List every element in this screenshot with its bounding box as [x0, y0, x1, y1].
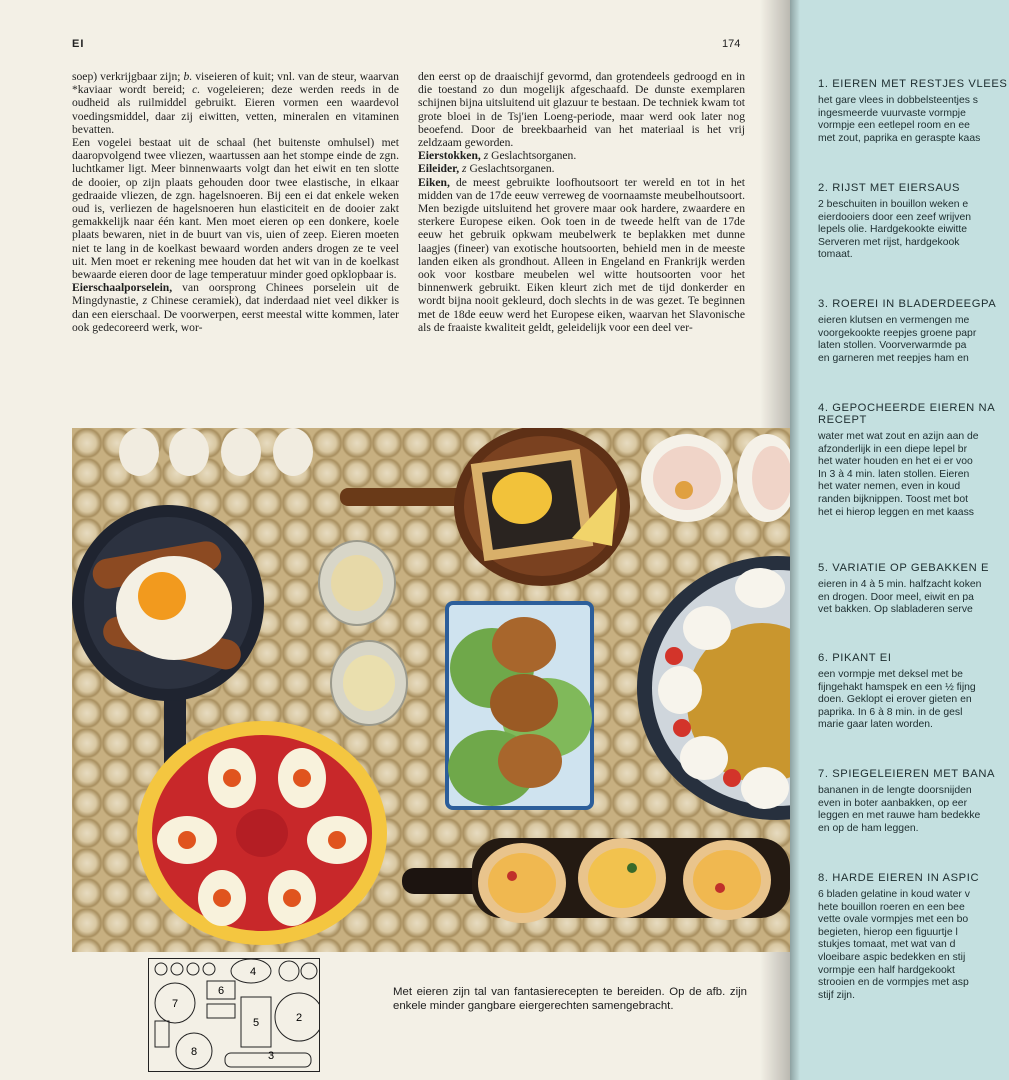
recipe-line: begieten, hierop een figuurtje l [818, 926, 958, 938]
paragraph: Eierschaalporselein, van oorsprong Chinees porselein uit de Mingdynastie, z Chinese ceramiek), dat inderdaad niet veel dikker is dan een eierschaal. De voorwerpen, eerst meestal witte kommen, later ook gedecoreerd werk, wor- [72, 281, 399, 334]
legend-number-5: 5 [252, 1017, 260, 1029]
recipe-body [818, 315, 1009, 365]
recipe-line: het water nemen, even in koud [818, 481, 961, 493]
recipe-5 [818, 562, 1009, 617]
recipe-line: en garneren met reepjes ham en [818, 352, 969, 364]
recipe-1 [818, 78, 1009, 145]
recipe-8 [818, 872, 1009, 1002]
recipe-line: hete bouillon roeren en een bee [818, 901, 965, 913]
recipe-3 [818, 298, 1009, 365]
recipe-6 [818, 652, 1009, 732]
recipe-7 [818, 768, 1009, 835]
recipe-line: en drogen. Door meel, eiwit en pa [818, 591, 974, 603]
recipe-line: fijngehakt hamspek en een ½ fijng [818, 681, 976, 693]
recipe-line: even in boter aanbakken, op eer [818, 797, 968, 809]
paragraph: den eerst op de draaischijf gevormd, dan grotendeels gedroogd en in die toestand zo dun mogelijk afgeschaafd. De dunste exemplaren schijnen bijna uitsluitend uit glazuur te bestaan. De techniek kwam tot grote bloei in de Tsj'ien Loeng-periode, maar werd ook later nog beoefend. Door de breekbaarheid van het materiaal is het vrij zeldzaam geworden. [418, 70, 745, 150]
paragraph: Eierstokken, z Geslachtsorganen. [418, 149, 577, 163]
recipe-line: het gare vlees in dobbelsteentjes s [818, 95, 979, 106]
recipe-line: tomaat. [818, 249, 853, 261]
recipe-line: het water houden en het ei er voo [818, 456, 973, 468]
recipe-line: stukjes tomaat, met wat van d [818, 939, 956, 951]
eggs-with-sauce-plate [637, 556, 790, 820]
paragraph: Een vogelei bestaat uit de schaal (het buitenste omhulsel) met daaropvolgend twee vliezen, waartussen aan het stompe einde de zgn. luchtkamer ligt. Meer binnenwaarts volgt dan het eiwit en ten slotte de dooier, op zijn plaats gehouden door twee elastische, in elkaar gedraaide vliezen, de zgn. hagelsnoeren. Bij een ei dat enkele weken oud is, verliezen de hagelsnoeren hun elasticiteit en de dooier zakt gemakkelijk naar één kant. Men moet eieren op een donkere, koele plaats bewaren, niet in de buurt van vis, uien of zeep. Eieren moeten niet te lang in de koelkast bewaard worden anders drogen ze te veel uit. Men moet er rekening mee houden dat het wit van in de koelkast bewaarde eieren door de lage temperatuur minder goed opklopbaar is. [72, 136, 399, 282]
photo-key-diagram [148, 958, 320, 1072]
text-column-2 [418, 70, 745, 334]
recipe-title: 6. PIKANT EI [818, 652, 892, 664]
recipe-line: en op de ham leggen. [818, 822, 919, 834]
recipe-line: Serveren met rijst, hardgekook [818, 236, 960, 248]
pastry-cups-board [402, 838, 790, 923]
recipe-line: eierdooiers door een zeef wrijven [818, 211, 972, 223]
recipe-line: water met wat zout en azijn aan de [818, 431, 979, 442]
recipe-line: 2 beschuiten in bouillon weken e [818, 199, 969, 210]
ramekins [641, 434, 790, 522]
paragraph: Eileider, z Geslachtsorganen. [418, 162, 555, 176]
photo-caption: Met eieren zijn tal van fantasierecepten te bereiden. Op de afb. zijn enkele minder gangbare eiergerechten samengebracht. [393, 986, 747, 1012]
legend-number-6: 6 [217, 985, 225, 997]
recipe-body [818, 785, 1009, 835]
egg-dishes-photo [72, 428, 790, 952]
recipe-line: marie gaar laten worden. [818, 719, 933, 731]
recipe-body [818, 199, 1009, 262]
recipe-line: vormpje een half hardgekookt [818, 964, 955, 976]
page-number: 174 [722, 38, 741, 50]
recipe-title: 5. VARIATIE OP GEBAKKEN E [818, 562, 990, 574]
legend-number-7: 7 [171, 998, 179, 1010]
recipe-line: ingesmeerde vuurvaste vormpje [818, 107, 966, 119]
recipe-line: eieren in 4 à 5 min. halfzacht koken [818, 579, 982, 590]
recipe-body [818, 431, 1009, 519]
legend-number-8: 8 [190, 1046, 198, 1058]
recipe-line: vet bakken. Op slabladeren serve [818, 604, 973, 616]
running-header: EI [72, 38, 85, 50]
recipe-line: randen bijknippen. Toost met bot [818, 493, 968, 505]
recipe-4 [818, 402, 1009, 519]
recipe-line: een vormpje met deksel met be [818, 669, 963, 680]
recipe-title: 7. SPIEGELEIEREN MET BANA [818, 768, 996, 780]
recipe-body [818, 669, 1009, 732]
recipe-line: lepels olie. Hardgekookte eiwitte [818, 224, 968, 236]
recipe-line: In 3 à 4 min. laten stollen. Eieren [818, 468, 970, 480]
recipe-line: stijf zijn. [818, 989, 855, 1001]
recipe-body [818, 889, 1009, 1002]
legend-number-3: 3 [267, 1050, 275, 1062]
recipe-line: leggen en met rauwe ham bedekke [818, 810, 981, 822]
recipe-title: 1. EIEREN MET RESTJES VLEES [818, 78, 1008, 90]
recipe-body [818, 579, 1009, 617]
recipe-title: 3. ROEREI IN BLADERDEEGPA [818, 298, 997, 310]
legend-number-2: 2 [295, 1012, 303, 1024]
page-edge-shadow [790, 0, 800, 1080]
recipe-line: vormpje een eetlepel room en ee [818, 120, 970, 132]
recipe-body [818, 95, 1009, 145]
recipe-line: vloeibare aspic bedekken en stij [818, 951, 966, 963]
recipe-line: het ei hierop leggen en met kaass [818, 506, 974, 518]
text-column-1 [72, 70, 399, 334]
paragraph: soep) verkrijgbaar zijn; b. viseieren of kuit; vnl. van de steur, waarvan *kaviaar wordt bereid; c. vogeleieren; deze werden reeds in de oudheid als ruilmiddel gebruikt. Eieren vormen een waardevol voedingsmiddel, daar zij eiwitten, vetten, mineralen en vitaminen bevatten. [72, 70, 399, 136]
egg-aspic-plate [137, 721, 387, 945]
recipe-line: afzonderlijk in een diepe lepel br [818, 443, 968, 455]
recipe-title: 4. GEPOCHEERDE EIEREN NA [818, 402, 996, 414]
legend-number-1: 1 [289, 1019, 290, 1020]
recipe-title: 2. RIJST MET EIERSAUS [818, 182, 961, 194]
recipe-line: met zout, paprika en geraspte kaas [818, 132, 981, 144]
paragraph: Eiken, de meest gebruikte loofhoutsoort ter wereld en tot in het midden van de 17de eeuw verreweg de voornaamste meubelhoutsoort. Men bezigde uitsluitend het grovere maar ook hardere, zwaardere en sterkere Europese eiken. Ook toen in de tweede helft van de 17de eeuw het gebruik opkwam meubelwerk te beplakken met dunne laagjes (fineer) van exotische houtsoorten, behield men in de meeste landen eiken als grondhout. Alleen in Engeland en Frankrijk werden ook voor kostbare meubelen wel witte houtsoorten voor het binnenwerk gebruikt. Eiken kleurt zich met de tijd donkerder en wordt bijna nooit gekleurd, doch slechts in de was gezet. Te beginnen met de 18de eeuw werd het Europese eiken, waarvan het Slavonische als de fraaiste kwaliteit geldt, geleidelijk voor een deel ver- [418, 175, 745, 334]
recipe-line: paprika. In 6 à 8 min. in de gesl [818, 706, 963, 718]
recipe-line: vette ovale vormpjes met een bo [818, 914, 969, 926]
photo-key-drawing [149, 959, 319, 1071]
recipe-title-line-2: RECEPT [818, 414, 867, 426]
recipe-line: laten stollen. Voorverwarmde pa [818, 340, 967, 352]
food-illustration [72, 428, 790, 952]
croquettes-dish [447, 603, 592, 808]
eggs-in-crate [119, 428, 313, 476]
recipe-line: 6 bladen gelatine in koud water v [818, 889, 970, 900]
recipe-line: voorgekookte reepjes groene papr [818, 327, 977, 339]
legend-number-4: 4 [249, 966, 257, 978]
recipe-line: eieren klutsen en vermengen me [818, 315, 970, 326]
recipe-line: strooien en de vormpjes met asp [818, 977, 969, 989]
recipe-line: bananen in de lengte doorsnijden [818, 785, 972, 796]
glass-cups [319, 541, 407, 725]
recipe-line: doen. Geklopt ei erover gieten en [818, 694, 972, 706]
recipe-2 [818, 182, 1009, 262]
recipe-title: 8. HARDE EIEREN IN ASPIC [818, 872, 980, 884]
